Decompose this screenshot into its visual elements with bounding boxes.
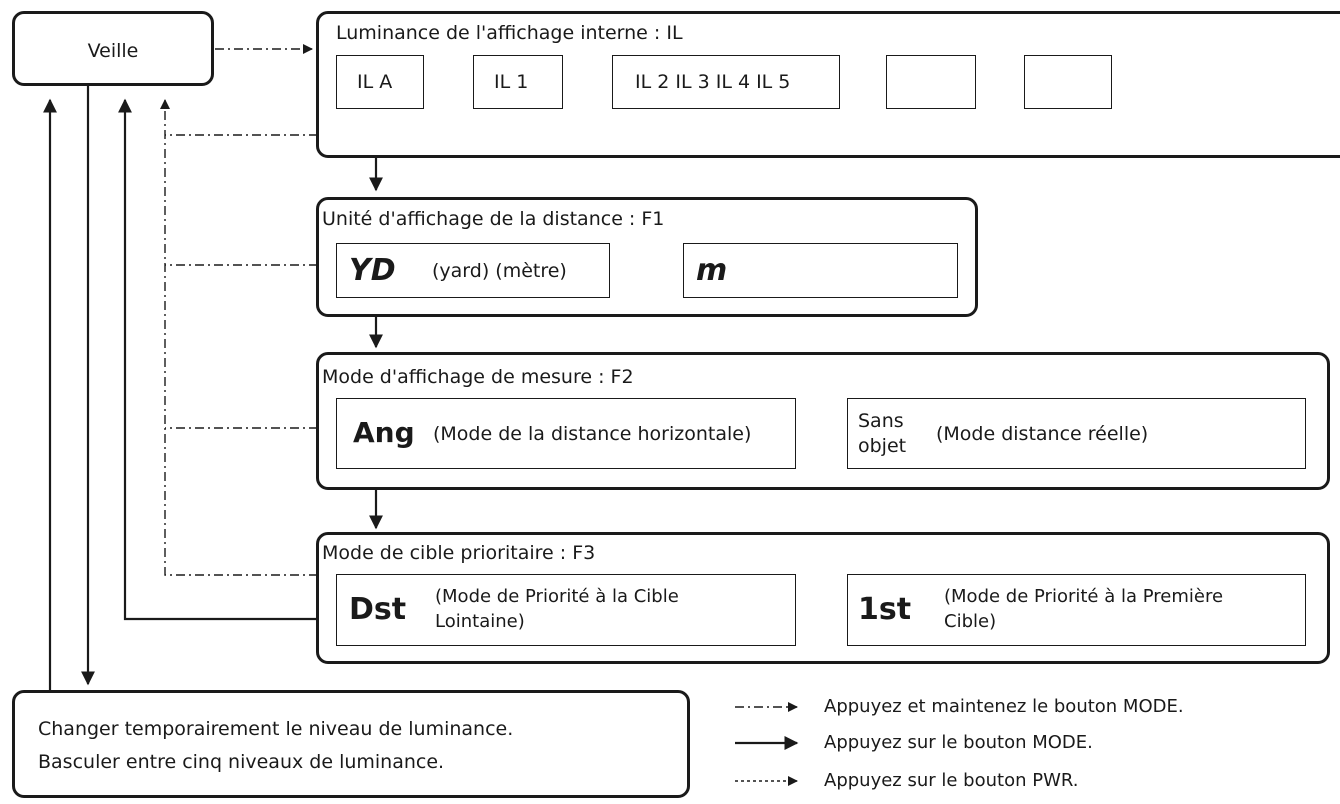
legend-dashdot-label: Appuyez et maintenez le bouton MODE.	[824, 696, 1184, 717]
il-cell	[886, 55, 976, 109]
f3-option-far-code: Dst	[349, 592, 407, 627]
il-cell	[1024, 55, 1112, 109]
il-cell-label: IL 2 IL 3 IL 4 IL 5	[635, 71, 791, 93]
il-cell	[336, 55, 424, 109]
f2-option-horizontal-code: Ang	[353, 416, 415, 449]
f2-option-horizontal-desc: (Mode de la distance horizontale)	[433, 423, 752, 445]
il-cell	[612, 55, 840, 109]
f2-option-real-desc: (Mode distance réelle)	[936, 423, 1149, 445]
standby-label: Veille	[87, 40, 139, 62]
f2-option-real-code-line1: Sans	[858, 410, 904, 432]
f3-option-first-code: 1st	[858, 592, 912, 627]
temporary-luminance-line1: Changer temporairement le niveau de luminance.	[38, 718, 514, 740]
f1-option-metre	[683, 243, 958, 298]
f3-option-far-desc-line2: Lointaine)	[435, 611, 525, 632]
hold-mode-return-f3	[165, 100, 318, 575]
f2-option-real	[847, 398, 1306, 469]
f3-option-first-desc-line1: (Mode de Priorité à la Première	[944, 586, 1224, 607]
f3-section-title: Mode de cible prioritaire : F3	[322, 542, 596, 564]
il-section-title: Luminance de l'affichage interne : IL	[336, 22, 683, 44]
il-cell	[473, 55, 563, 109]
legend-solid-label: Appuyez sur le bouton MODE.	[824, 732, 1093, 753]
il-cell-label: IL A	[357, 71, 393, 93]
f1-section-title: Unité d'affichage de la distance : F1	[322, 208, 665, 230]
f1-option-yard-desc: (yard) (mètre)	[432, 260, 567, 282]
legend-dotted-label: Appuyez sur le bouton PWR.	[824, 770, 1079, 791]
f2-section-title: Mode d'affichage de mesure : F2	[322, 366, 634, 388]
il-cell-label: IL 1	[494, 71, 529, 93]
f3-option-first	[847, 574, 1306, 646]
f3-option-far-desc-line1: (Mode de Priorité à la Cible	[435, 586, 679, 607]
f3-option-far	[336, 574, 796, 646]
f3-option-first-desc-line2: Cible)	[944, 611, 997, 632]
temporary-luminance-box	[12, 690, 690, 798]
mode-arrow-f3-to-veille	[125, 100, 318, 619]
standby-box	[12, 11, 214, 86]
f1-option-yard	[336, 243, 610, 298]
f1-option-yard-code: YD	[349, 253, 396, 288]
f2-option-horizontal	[336, 398, 796, 469]
f2-option-real-code-line2: objet	[858, 435, 907, 457]
temporary-luminance-line2: Basculer entre cinq niveaux de luminance.	[38, 751, 445, 773]
f1-option-metre-code: m	[696, 253, 728, 288]
